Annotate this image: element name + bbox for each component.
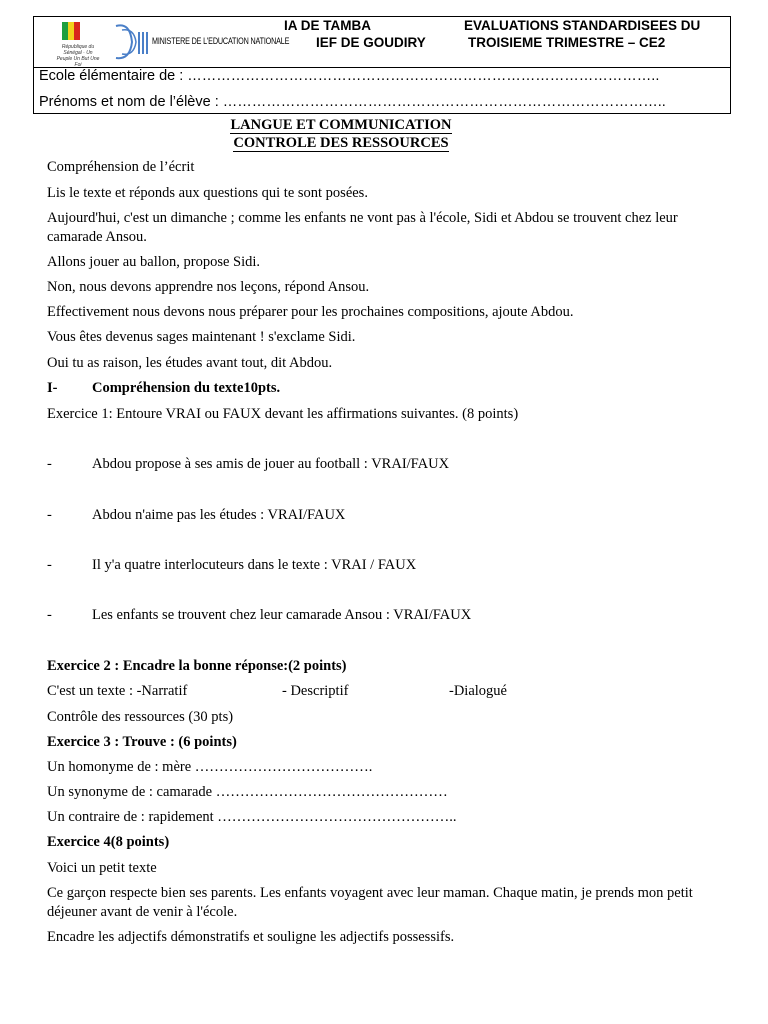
list-dash: - [47, 507, 52, 523]
text-line-2: Non, nous devons apprendre nos leçons, répond Ansou. [47, 279, 370, 295]
republic-motto: République du Sénégal · Un Peuple Un But Une Foi [56, 44, 100, 68]
part1-number: I- [47, 380, 58, 396]
text-line-5: Oui tu as raison, les études avant tout, dit Abdou. [47, 355, 333, 371]
trimester-label: TROISIEME TRIMESTRE – CE2 [468, 35, 666, 50]
ministry-name: MINISTERE DE L'EDUCATION NATIONALE [152, 36, 290, 46]
exercise4-instruction: Encadre les adjectifs démonstratifs et souligne les adjectifs possessifs. [47, 929, 455, 945]
list-item: Les enfants se trouvent chez leur camarade Ansou : VRAI/FAUX [92, 607, 472, 623]
list-dash: - [47, 557, 52, 573]
instruction: Lis le texte et réponds aux questions qui te sont posées. [47, 185, 368, 201]
text-line-3: Effectivement nous devons nous préparer pour les prochaines compositions, ajoute Abdou. [47, 304, 574, 320]
list-item: Abdou n'aime pas les études : VRAI/FAUX [92, 507, 346, 523]
text-line-1: Allons jouer au ballon, propose Sidi. [47, 254, 261, 270]
evaluation-title: EVALUATIONS STANDARDISEES DU [464, 18, 701, 33]
exercise1-title: Exercice 1: Entoure VRAI ou FAUX devant les affirmations suivantes. (8 points) [47, 406, 519, 422]
list-item: Abdou propose à ses amis de jouer au football : VRAI/FAUX [92, 456, 450, 472]
exercise4-title: Exercice 4(8 points) [47, 834, 170, 850]
sub-title: CONTROLE DES RESSOURCES [233, 135, 449, 151]
text-intro: Aujourd'hui, c'est un dimanche ; comme les enfants ne vont pas à l'école, Sidi et Abdou se trouvent chez leur camarade Ansou. [47, 210, 678, 245]
list-dash: - [47, 456, 52, 472]
exercise4-intro: Voici un petit texte [47, 860, 157, 876]
controle-ressources: Contrôle des ressources (30 pts) [47, 709, 234, 725]
part1-title: Compréhension du texte10pts. [92, 380, 281, 396]
logos [48, 22, 290, 68]
text-line-4: Vous êtes devenus sages maintenant ! s'exclame Sidi. [47, 329, 356, 345]
list-item: Il y'a quatre interlocuteurs dans le texte : VRAI / FAUX [92, 557, 417, 573]
exercise4-text: Ce garçon respecte bien ses parents. Les enfants voyagent avec leur maman. Chaque matin, je prends mon petit déjeuner avant de venir à l'école. [47, 885, 693, 920]
exercise2-title: Exercice 2 : Encadre la bonne réponse:(2 points) [47, 658, 347, 674]
main-title: LANGUE ET COMMUNICATION [230, 117, 452, 133]
senegal-flag-icon [62, 22, 80, 40]
student-name-field: Prénoms et nom de l’élève : ……………………………………………………………………………….. [39, 94, 666, 110]
exercise3-title: Exercice 3 : Trouve : (6 points) [47, 734, 237, 750]
ministry-logo-icon [110, 22, 150, 62]
exercise3-question-1: Un homonyme de : mère ………………………………. [47, 759, 373, 775]
header-box [33, 16, 731, 114]
school-field: Ecole élémentaire de : …………………………………………………………………………………….. [39, 68, 660, 84]
exercise3-question-2: Un synonyme de : camarade ………………………………………… [47, 784, 448, 800]
header-top-row [34, 17, 730, 68]
section-label: Compréhension de l’écrit [47, 159, 195, 175]
exercise2-prompt: C'est un texte : -Narratif [47, 683, 188, 699]
exercise3-question-3: Un contraire de : rapidement ………………………………………….. [47, 809, 457, 825]
ief-label: IEF DE GOUDIRY [316, 35, 426, 50]
list-dash: - [47, 607, 52, 623]
exercise2-option-descriptif: - Descriptif [282, 683, 349, 699]
ia-label: IA DE TAMBA [284, 18, 371, 33]
exercise2-option-dialogue: -Dialogué [449, 683, 507, 699]
